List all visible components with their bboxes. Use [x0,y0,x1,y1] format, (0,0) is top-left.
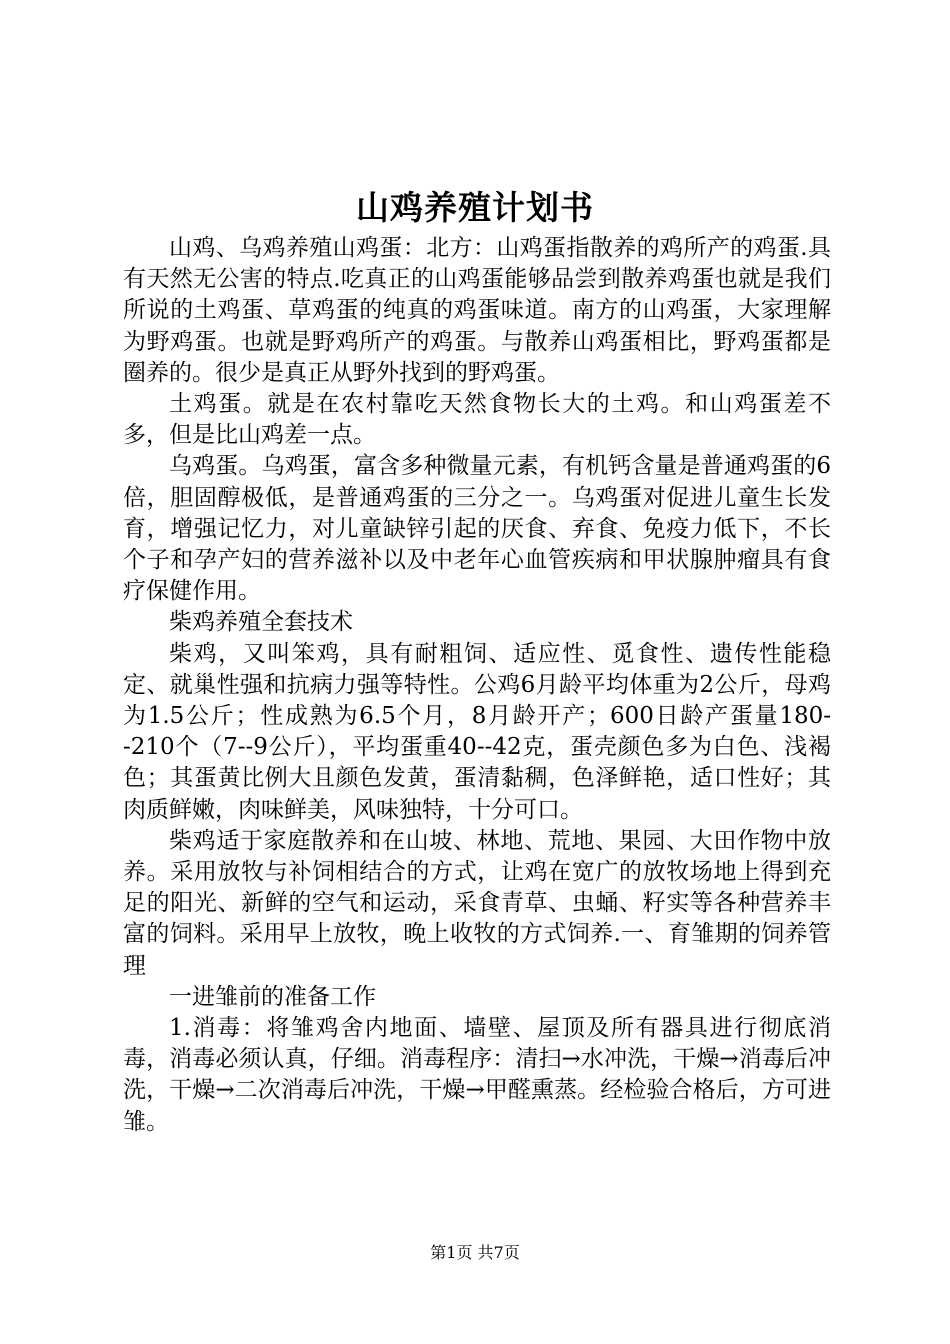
paragraph: 土鸡蛋。就是在农村靠吃天然食物长大的土鸡。和山鸡蛋差不多，但是比山鸡差一点。 [123,391,831,449]
page-footer: 第1页 共7页 [430,1243,520,1262]
paragraph: 柴鸡，又叫笨鸡，具有耐粗饲、适应性、觅食性、遗传性能稳定、就巢性强和抗病力强等特性。公鸡6月龄平均体重为2公斤，母鸡为1.5公斤；性成熟为6.5个月，8月龄开产；600日龄产蛋量180--210个（7--9公斤），平均蛋重40--42克，蛋壳颜色多为白色、浅褐色；其蛋黄比例大且颜色发黄，蛋清黏稠，色泽鲜艳，适口性好；其肉质鲜嫩，肉味鲜美，风味独特，十分可口。 [123,640,831,823]
paragraph: 柴鸡适于家庭散养和在山坡、林地、荒地、果园、大田作物中放养。采用放牧与补饲相结合的方式，让鸡在宽广的放牧场地上得到充足的阳光、新鲜的空气和运动，采食青草、虫蛹、籽实等各种营养丰富的饲料。采用早上放牧，晚上收牧的方式饲养.一、育雏期的饲养管理 [123,827,831,979]
document-body [123,233,831,1138]
document-title: 山鸡养殖计划书 [356,188,594,227]
paragraph: 柴鸡养殖全套技术 [169,609,353,636]
paragraph: 1.消毒：将雏鸡舍内地面、墙壁、屋顶及所有器具进行彻底消毒，消毒必须认真，仔细。消毒程序：清扫→水冲洗，干燥→消毒后冲洗，干燥→二次消毒后冲洗，干燥→甲醛熏蒸。经检验合格后，方可进雏。 [123,1015,831,1135]
paragraph: 山鸡、乌鸡养殖山鸡蛋：北方：山鸡蛋指散养的鸡所产的鸡蛋.具有天然无公害的特点.吃真正的山鸡蛋能够品尝到散养鸡蛋也就是我们所说的土鸡蛋、草鸡蛋的纯真的鸡蛋味道。南方的山鸡蛋，大家理解为野鸡蛋。也就是野鸡所产的鸡蛋。与散养山鸡蛋相比，野鸡蛋都是圈养的。很少是真正从野外找到的野鸡蛋。 [123,235,831,386]
paragraph: 乌鸡蛋。乌鸡蛋，富含多种微量元素，有机钙含量是普通鸡蛋的6倍，胆固醇极低，是普通鸡蛋的三分之一。乌鸡蛋对促进儿童生长发育，增强记忆力，对儿童缺锌引起的厌食、弃食、免疫力低下，不长个子和孕产妇的营养滋补以及中老年心血管疾病和甲状腺肿瘤具有食疗保健作用。 [123,453,831,605]
paragraph: 一进雏前的准备工作 [169,983,376,1010]
